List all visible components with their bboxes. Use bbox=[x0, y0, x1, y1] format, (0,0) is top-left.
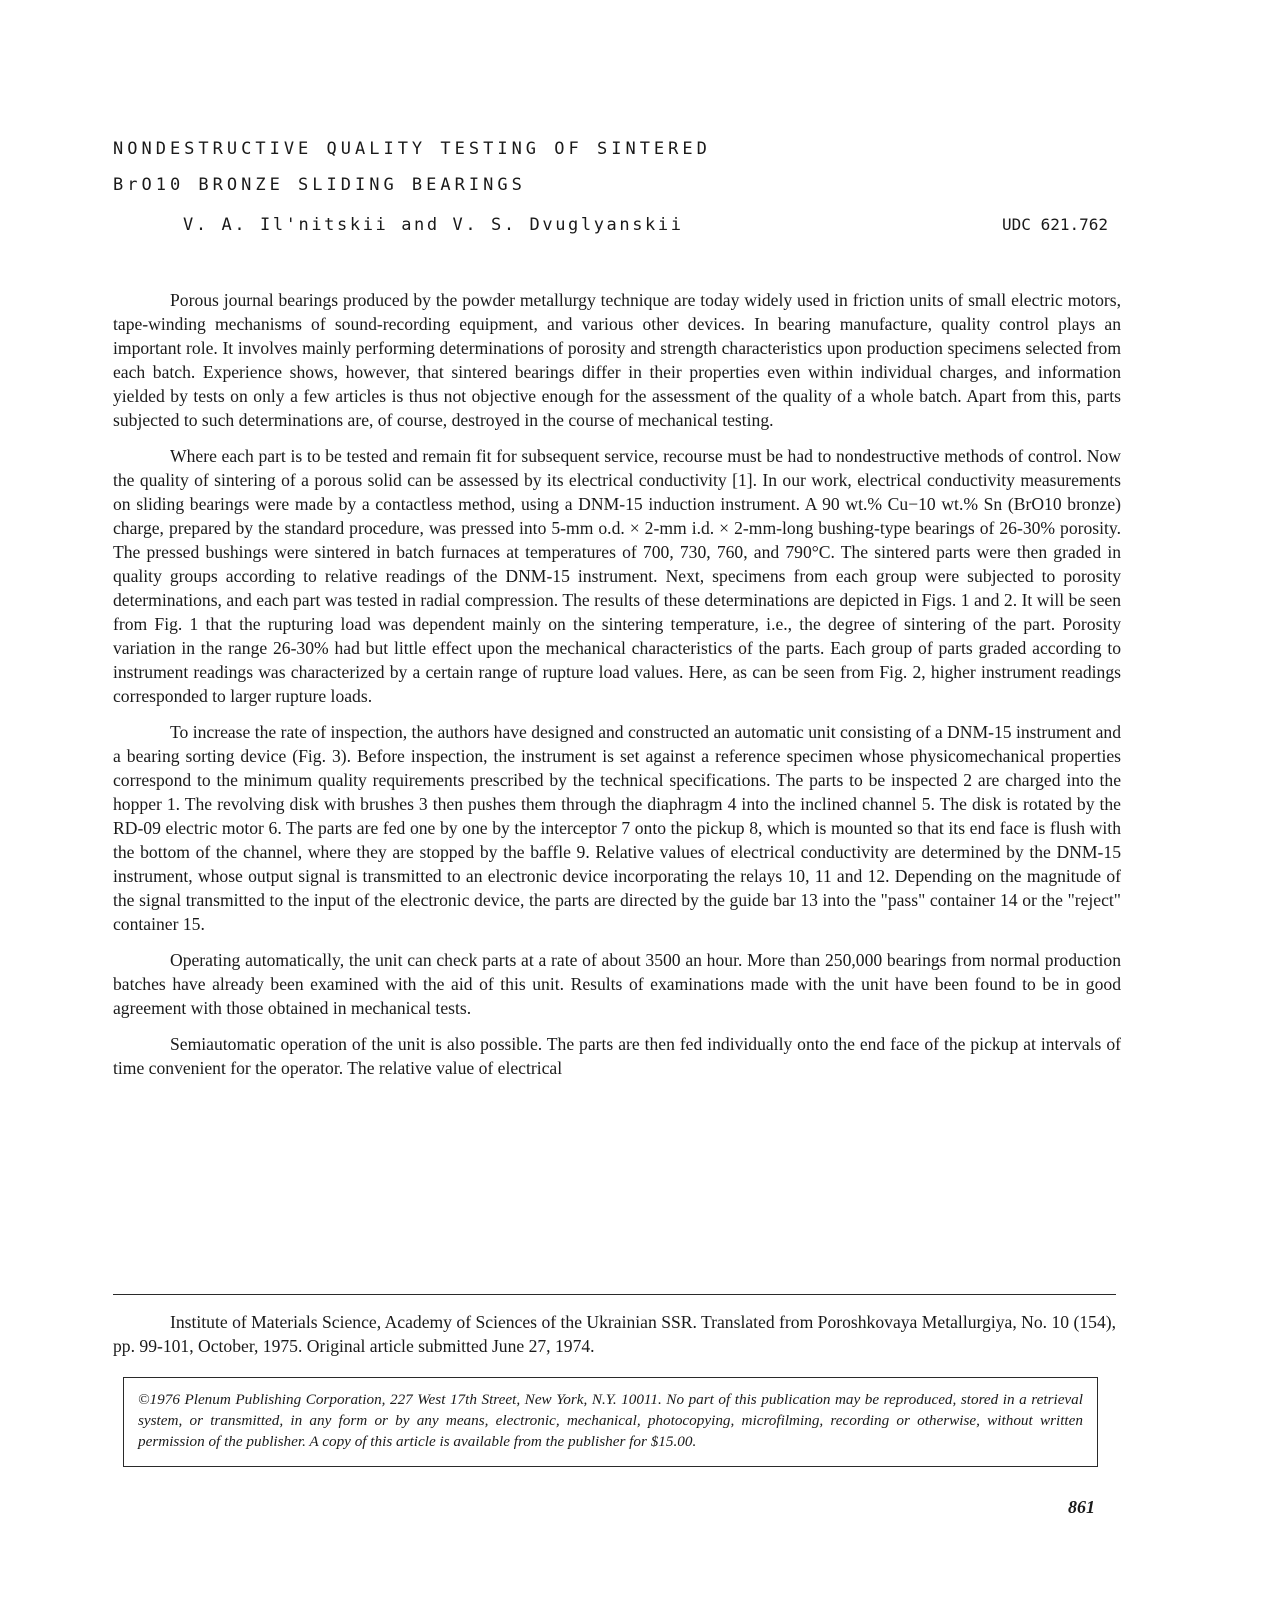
article-title bbox=[113, 131, 1113, 203]
paragraph-3: To increase the rate of inspection, the authors have designed and constructed an automatic unit consisting of a DNM-15 instrument and a bearing sorting device (Fig. 3). Before inspection, the instrument is set against a reference specimen whose physicomechanical properties correspond to the minimum quality requirements prescribed by the technical specifications. The parts to be inspected 2 are charged into the hopper 1. The revolving disk with brushes 3 then pushes them through the diaphragm 4 into the inclined channel 5. The disk is rotated by the RD-09 electric motor 6. The parts are fed one by one by the interceptor 7 onto the pickup 8, which is mounted so that its end face is flush with the bottom of the channel, where they are stopped by the baffle 9. Relative values of electrical conductivity are determined by the DNM-15 instrument, whose output signal is transmitted to an electronic device incorporating the relays 10, 11 and 12. Depending on the magnitude of the signal transmitted to the input of the electronic device, the parts are directed by the guide bar 13 into the "pass" container 14 or the "reject" container 15. bbox=[113, 722, 1122, 934]
copyright-notice bbox=[123, 1377, 1098, 1467]
paragraph-1: Porous journal bearings produced by the powder metallurgy technique are today widely used in friction units of small electric motors, tape-winding mechanisms of sound-recording equipment, and various other devices. In bearing manufacture, quality control plays an important role. It involves mainly performing determinations of porosity and strength characteristics upon production specimens selected from each batch. Experience shows, however, that sintered bearings differ in their properties even within individual charges, and information yielded by tests on only a few articles is thus not objective enough for the assessment of the quality of a whole batch. Apart from this, parts subjected to such determinations are, of course, destroyed in the course of mechanical testing. bbox=[113, 290, 1121, 430]
paragraph-5: Semiautomatic operation of the unit is also possible. The parts are then fed individually onto the end face of the pickup at intervals of time convenient for the operator. The relative value of electrical bbox=[113, 1034, 1121, 1078]
page-number: 861 bbox=[1068, 1497, 1095, 1517]
title-line-2: BrO10 BRONZE SLIDING BEARINGS bbox=[113, 175, 526, 195]
paragraph-2: Where each part is to be tested and remain fit for subsequent service, recourse must be had to nondestructive methods of control. Now the quality of sintering of a porous solid can be assessed by its electrical conductivity [1]. In our work, electrical conductivity measurements on sliding bearings were made by a contactless method, using a DNM-15 induction instrument. A 90 wt.% Cu−10 wt.% Sn (BrO10 bronze) charge, prepared by the standard procedure, was pressed into 5-mm o.d. × 2-mm i.d. × 2-mm-long bushing-type bearings of 26-30% porosity. The pressed bushings were sintered in batch furnaces at temperatures of 700, 730, 760, and 790°C. The sintered parts were then graded in quality groups according to relative readings of the DNM-15 instrument. Next, specimens from each group were subjected to porosity determinations, and each part was tested in radial compression. The results of these determinations are depicted in Figs. 1 and 2. It will be seen from Fig. 1 that the rupturing load was dependent mainly on the sintering temperature, i.e., the degree of sintering of the part. Porosity variation in the range 26-30% had but little effect upon the mechanical characteristics of the parts. Each group of parts graded according to instrument readings was characterized by a certain range of rupture load values. Here, as can be seen from Fig. 2, higher instrument readings corresponded to larger rupture loads. bbox=[113, 446, 1121, 706]
title-line-1: NONDESTRUCTIVE QUALITY TESTING OF SINTERED bbox=[113, 139, 711, 159]
byline bbox=[183, 215, 1108, 241]
udc-code: UDC 621.762 bbox=[1002, 215, 1108, 234]
article-body bbox=[113, 288, 1121, 1092]
copyright-text: ©1976 Plenum Publishing Corporation, 227 West 17th Street, New York, N.Y. 10011. No part of this publication may be reproduced, stored in a retrieval system, or transmitted, in any form or by any means, electronic, mechanical, photocopying, microfilming, recording or otherwise, without written permission of the publisher. A copy of this article is available from the publisher for $15.00. bbox=[138, 1391, 1083, 1450]
authors: V. A. Il'nitskii and V. S. Dvuglyanskii bbox=[183, 215, 684, 235]
footnote-divider bbox=[113, 1294, 1116, 1295]
affiliation-footnote: Institute of Materials Science, Academy of Sciences of the Ukrainian SSR. Translated from Poroshkovaya Metallurgiya, No. 10 (154), pp. 99-101, October, 1975. Original article submitted June 27, 1974. bbox=[113, 1312, 1116, 1356]
paragraph-4: Operating automatically, the unit can check parts at a rate of about 3500 an hour. More than 250,000 bearings from normal production batches have already been examined with the aid of this unit. Results of examinations made with the unit have been found to be in good agreement with those obtained in mechanical tests. bbox=[113, 950, 1121, 1018]
